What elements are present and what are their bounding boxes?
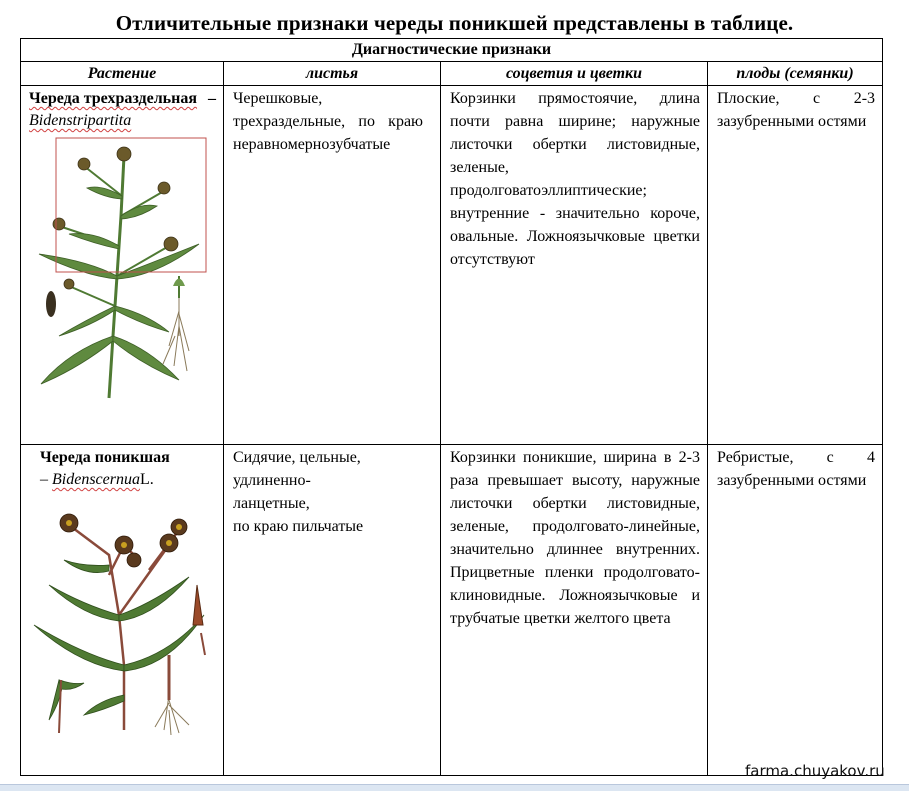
diagnostic-table <box>20 38 883 776</box>
plant-name: Череда поникшая <box>40 449 170 466</box>
plant-cell <box>21 445 224 776</box>
bidens-cernua-illustration <box>29 505 219 735</box>
leaves-line: по краю пильчатые <box>233 518 364 535</box>
leaves-line: ланцетные, <box>233 495 310 512</box>
leaves-cell <box>224 445 441 776</box>
plant-name: Череда трехраздельная <box>29 90 198 107</box>
plant-cell <box>21 86 224 445</box>
plant-latin-name: Bidenstripartita <box>29 112 132 129</box>
name-dash: – <box>40 471 52 488</box>
latin-suffix: L. <box>139 471 154 488</box>
column-header-plant: Растение <box>21 62 224 86</box>
column-header-leaves: листья <box>224 62 441 86</box>
column-header-inflorescence: соцветия и цветки <box>441 62 708 86</box>
leaves-cell <box>224 86 441 445</box>
watermark: farma.chuyakov.ru <box>745 762 885 780</box>
fruits-cell <box>708 86 883 445</box>
inflorescence-text: Корзинки прямостоячие, длина почти равна ширине; наружные листочки обертки листовидные, зеленые, продолговатоэллиптические; внутренние - значительно короче, овальные. Ложноязычковые цветки отсутствуют <box>450 90 700 268</box>
inflorescence-cell <box>441 445 708 776</box>
inflorescence-cell <box>441 86 708 445</box>
table-row <box>21 86 883 445</box>
leaves-line: удлиненно- <box>233 472 311 489</box>
column-header-fruits: плоды (семянки) <box>708 62 883 86</box>
fruits-text: Ребристые, с 4 зазубренными остями <box>717 449 876 489</box>
plant-latin-name: Bidenscernua <box>52 471 140 488</box>
table-row <box>21 445 883 776</box>
fruits-text: Плоские, с 2-3 зазубренными остями <box>717 90 876 130</box>
bidens-tripartita-illustration <box>29 136 219 404</box>
name-dash: – <box>208 90 216 107</box>
leaves-line: Сидячие, цельные, <box>233 449 361 466</box>
fruits-cell <box>708 445 883 776</box>
group-header: Диагностические признаки <box>21 39 883 62</box>
page-title: Отличительные признаки череды поникшей представлены в таблице. <box>115 11 794 35</box>
leaves-text: Черешковые, трехраздельные, по краю неравномернозубчатые <box>233 90 423 153</box>
inflorescence-text: Корзинки поникшие, ширина в 2-3 раза превышает высоту, наружные листочки обертки листовидные, зеленые, продолговато-линейные, значительно длиннее внутренних. Прицветные пленки продолговато-клиновидные. Ложноязычковые и трубчатые цветки желтого цвета <box>450 449 700 627</box>
